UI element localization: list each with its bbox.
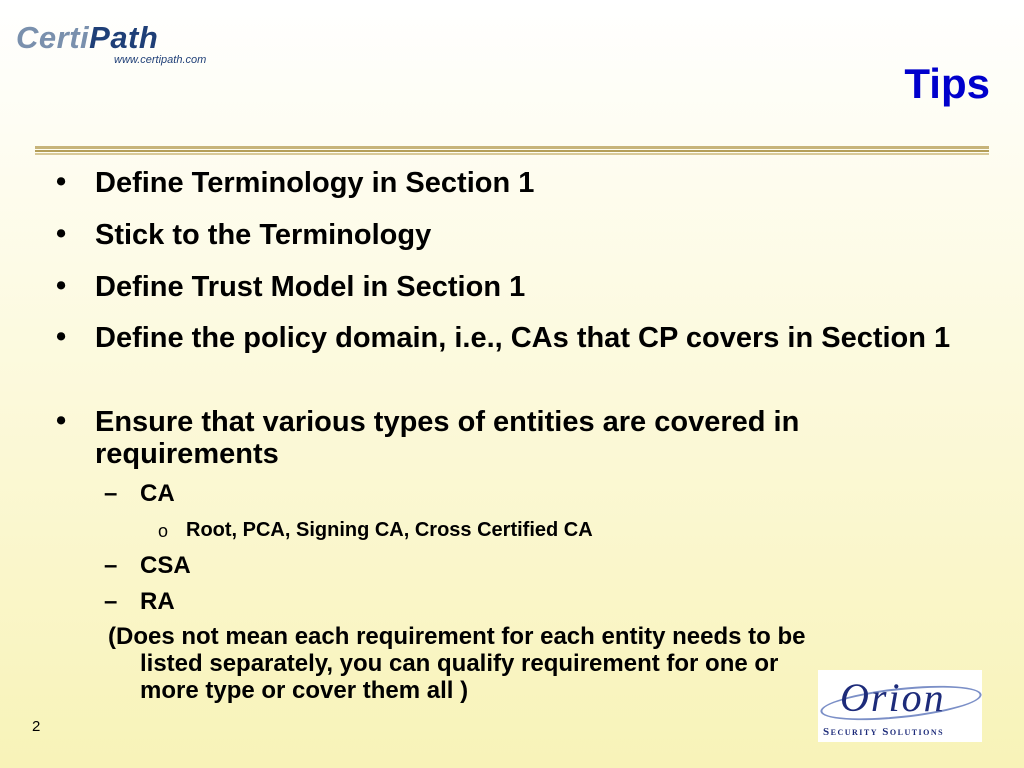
bullet-item: Stick to the Terminology (95, 219, 432, 251)
orion-tagline: Security Solutions (823, 726, 945, 738)
bullet-item: Define the policy domain, i.e., CAs that CP covers in Section 1 (95, 322, 951, 354)
certipath-url: www.certipath.com (114, 54, 207, 66)
bullet-item: Ensure that various types of entities are covered in requirements (95, 406, 800, 470)
note-rest: listed separately, you can qualify requirement for one or more type or cover them all ) (140, 650, 779, 704)
note-line-1: (Does not mean each requirement for each entity needs to be (108, 623, 806, 650)
sub-bullet-item: RA (140, 588, 175, 615)
bullet-item: Define Terminology in Section 1 (95, 167, 535, 199)
sub-sub-bullet-item: Root, PCA, Signing CA, Cross Certified CA (186, 519, 593, 541)
bullet-marker: • (56, 218, 67, 250)
sub-bullet-marker: – (104, 588, 118, 615)
bullet-marker: • (56, 321, 67, 353)
sub-bullet-marker: – (104, 480, 118, 507)
sub-bullet-item: CA (140, 480, 175, 507)
bullet-marker: • (56, 405, 67, 437)
slide-number: 2 (32, 718, 41, 735)
certipath-certi: Certi (16, 20, 90, 55)
sub-bullet-item: CSA (140, 552, 191, 579)
sub-sub-bullet-marker: o (158, 521, 169, 541)
bullet-marker: • (56, 166, 67, 198)
certipath-path: Path (89, 20, 159, 55)
slide-title: Tips (904, 60, 990, 107)
orion-wordmark: Orion (840, 675, 946, 720)
bullet-marker: • (56, 270, 67, 302)
orion-logo (818, 670, 982, 742)
bullet-item: Define Trust Model in Section 1 (95, 271, 526, 303)
sub-bullet-marker: – (104, 552, 118, 579)
